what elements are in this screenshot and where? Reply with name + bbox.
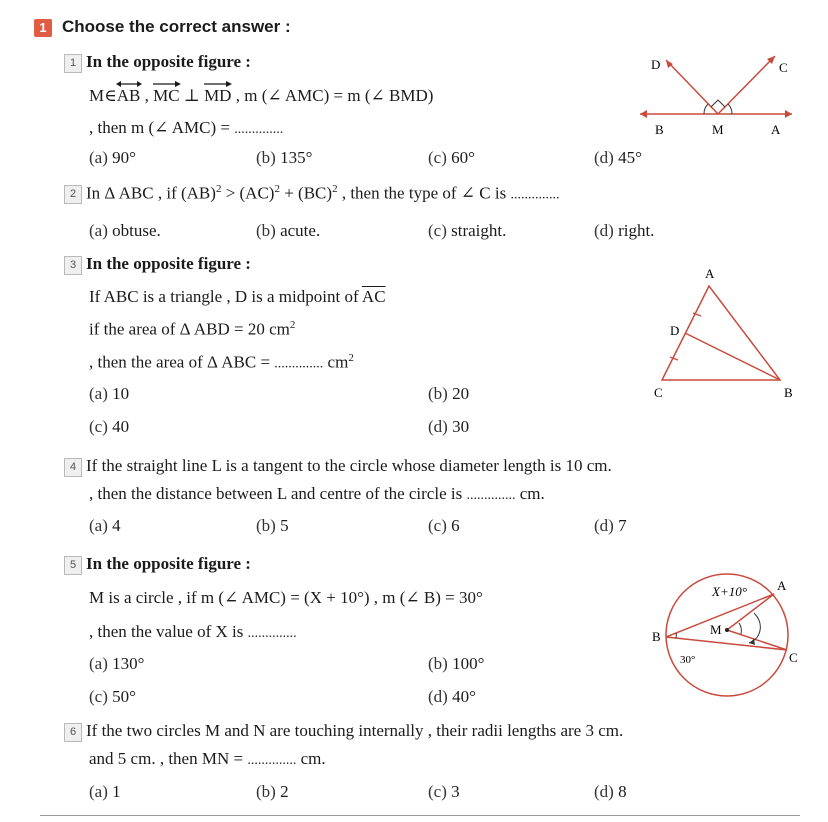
q4-option-b[interactable]: (b) 5 [256, 516, 289, 535]
question-6-line1: 6 If the two circles M and N are touching internally , their radii lengths are 3 cm. [64, 721, 623, 742]
question-4-line1: 4 If the straight line L is a tangent to the circle whose diameter length is 10 cm. [64, 456, 612, 477]
q1-option-b[interactable]: (b) 135° [256, 148, 313, 167]
q1-option-a[interactable]: (a) 90° [89, 148, 136, 167]
question-number: 2 [64, 185, 82, 204]
q4-option-a[interactable]: (a) 4 [89, 516, 121, 535]
fig-label-a: A [777, 578, 787, 593]
question-4-line2: , then the distance between L and centre of the circle is .............. cm. [89, 484, 545, 503]
answer-blank: .............. [247, 753, 297, 768]
q1-option-c[interactable]: (c) 60° [428, 148, 475, 167]
footer-divider [40, 815, 800, 816]
question-number: 1 [64, 54, 82, 73]
q1-figure [640, 48, 800, 140]
fig-label-c: C [654, 385, 663, 400]
question-number: 6 [64, 723, 82, 742]
fig-label-m: M [710, 622, 722, 637]
q5-option-d[interactable]: (d) 40° [428, 687, 476, 706]
q6-option-a[interactable]: (a) 1 [89, 782, 121, 801]
q2-option-d[interactable]: (d) right. [594, 221, 655, 240]
radius-ma [727, 594, 774, 630]
question-5-line2: , then the value of X is .............. [89, 622, 297, 641]
q3-option-b[interactable]: (b) 20 [428, 384, 470, 403]
section-header [34, 17, 291, 37]
fig-label-a: A [771, 122, 781, 137]
question-number: 4 [64, 458, 82, 477]
ray-mc [718, 56, 775, 114]
question-2-text: 2 In Δ ABC , if (AB)$^2$ > (AC)$^2$ + (BC)$^2$ , then the type of ∠ C is .............. [64, 183, 559, 204]
question-number: 3 [64, 256, 82, 275]
angle-label-top: X+10° [712, 584, 747, 599]
question-1-heading [64, 52, 251, 73]
answer-blank: .............. [466, 488, 516, 503]
answer-blank: .............. [234, 122, 284, 137]
fig-label-b: B [655, 122, 664, 137]
median-bd [685, 333, 780, 380]
fig-label-c: C [779, 60, 788, 75]
fig-label-d: D [651, 57, 661, 72]
q3-option-d[interactable]: (d) 30 [428, 417, 470, 436]
q3-figure [642, 264, 802, 404]
question-heading: In the opposite figure : [86, 52, 251, 71]
q2-option-c[interactable]: (c) straight. [428, 221, 507, 240]
question-3-heading [64, 254, 251, 275]
q1-option-d[interactable]: (d) 45° [594, 148, 642, 167]
question-5-heading [64, 554, 251, 575]
fig-label-c: C [789, 650, 798, 665]
answer-blank: .............. [247, 626, 297, 641]
q2-option-b[interactable]: (b) acute. [256, 221, 321, 240]
right-angle-mark [711, 100, 725, 107]
fig-label-b: B [784, 385, 793, 400]
question-3-line2: if the area of Δ ABD = 20 $cm^2$ [89, 319, 296, 339]
section-number-badge: 1 [34, 19, 52, 37]
q6-option-b[interactable]: (b) 2 [256, 782, 289, 801]
answer-blank: .............. [510, 187, 560, 203]
q5-figure [644, 568, 824, 718]
question-3-line1: If ABC is a triangle , D is a midpoint of $\overline{AC}$ [89, 287, 386, 306]
q2-option-a[interactable]: (a) obtuse. [89, 221, 161, 240]
question-1-given: M∈AB , MC ⊥ MD , m (∠ AMC) = m (∠ BMD) [89, 86, 433, 106]
question-3-line3: , then the area of Δ ABC = .............. $cm^2$ [89, 352, 354, 372]
q3-option-a[interactable]: (a) 10 [89, 384, 130, 403]
question-number: 5 [64, 556, 82, 575]
question-6-line2: and 5 cm. , then MN = .............. cm. [89, 749, 326, 768]
question-5-line1: M is a circle , if m (∠ AMC) = (X + 10°) , m (∠ B) = 30° [89, 588, 483, 607]
question-1-ask: , then m (∠ AMC) = .............. [89, 118, 284, 137]
fig-label-d: D [670, 323, 680, 338]
answer-blank: .............. [274, 356, 324, 372]
angle-label-bottom: 30° [680, 654, 696, 666]
q6-option-d[interactable]: (d) 8 [594, 782, 627, 801]
section-title: Choose the correct answer : [62, 17, 291, 36]
triangle-abc [662, 286, 780, 380]
fig-label-a: A [705, 266, 715, 281]
q5-option-c[interactable]: (c) 50° [89, 687, 136, 706]
question-heading: In the opposite figure : [86, 554, 251, 573]
fig-label-b: B [652, 629, 661, 644]
q5-option-b[interactable]: (b) 100° [428, 654, 485, 673]
q4-option-c[interactable]: (c) 6 [428, 516, 460, 535]
question-heading: In the opposite figure : [86, 254, 251, 273]
q6-option-c[interactable]: (c) 3 [428, 782, 460, 801]
fig-label-m: M [712, 122, 724, 137]
q3-option-c[interactable]: (c) 40 [89, 417, 130, 436]
ray-md [666, 60, 718, 114]
q4-option-d[interactable]: (d) 7 [594, 516, 627, 535]
q5-option-a[interactable]: (a) 130° [89, 654, 145, 673]
